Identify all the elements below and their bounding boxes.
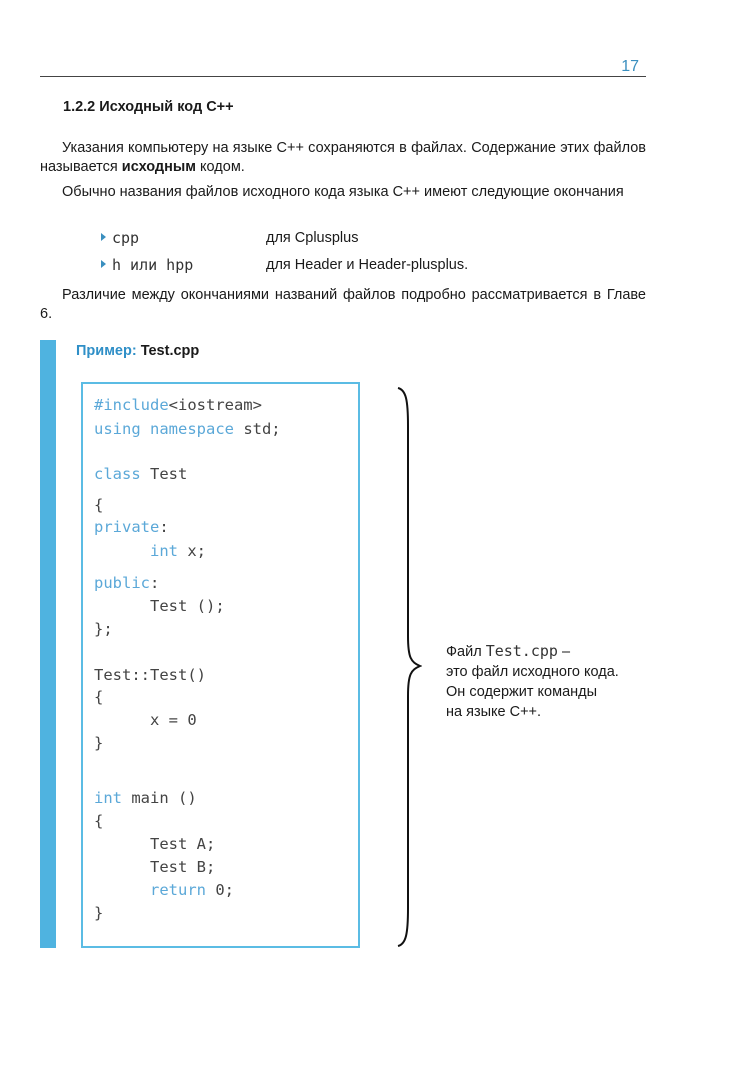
note-line-1: Файл	[446, 644, 486, 660]
code-text: std;	[233, 420, 281, 438]
code-text: Test ();	[94, 597, 225, 615]
code-line	[94, 542, 206, 560]
paragraph-3	[40, 286, 646, 324]
code-text: x;	[178, 542, 206, 560]
code-text: Test A;	[94, 835, 216, 853]
code-line	[94, 858, 215, 876]
code-text: :	[150, 574, 160, 592]
note-dash: –	[557, 644, 571, 660]
bullet-icon	[101, 233, 106, 241]
code-keyword: return	[94, 881, 206, 899]
code-text: 0;	[205, 881, 234, 899]
list-description: для Header и Header-plusplus.	[266, 257, 469, 273]
code-text: {	[94, 812, 104, 830]
code-line	[94, 835, 215, 853]
note-line-3: Он содержит команды	[446, 684, 598, 700]
code-line	[94, 734, 103, 752]
side-accent-bar	[40, 340, 56, 948]
list-description: для Cplusplus	[266, 230, 359, 246]
code-keyword: #include	[94, 396, 169, 414]
code-listing	[81, 382, 360, 948]
paragraph-1	[40, 139, 646, 177]
code-text: x = 0	[94, 711, 197, 729]
code-line	[94, 620, 113, 638]
section-title: 1.2.2 Исходный код С++	[63, 99, 234, 115]
code-line	[94, 789, 197, 807]
code-text: }	[94, 904, 104, 922]
note-filename: Test.cpp	[485, 642, 558, 660]
code-line	[94, 881, 234, 899]
code-line	[94, 465, 187, 483]
note-line-4: на языке С++.	[446, 704, 542, 720]
code-line	[94, 396, 262, 414]
code-line	[94, 666, 206, 684]
paragraph-3-text: Различие между окончаниями названий файлов подробно рассматривается в Главе 6.	[40, 287, 646, 322]
code-keyword: class	[94, 465, 141, 483]
code-line	[94, 812, 103, 830]
curly-brace-icon	[392, 386, 422, 948]
code-line	[94, 711, 197, 729]
list-term: cpp	[112, 229, 140, 247]
example-title	[76, 343, 199, 359]
note-line-2: это файл исходного кода.	[446, 664, 619, 680]
paragraph-1-text: Указания компьютеру на языке С++ сохраняются в файлах. Содержание этих файлов называется	[40, 140, 646, 175]
bullet-icon	[101, 260, 106, 268]
paragraph-1-bold: исходным	[121, 159, 197, 175]
paragraph-2-text: Обычно названия файлов исходного кода языка С++ имеют следующие окончания	[62, 184, 624, 200]
code-line	[94, 904, 103, 922]
paragraph-1-end: кодом.	[196, 159, 245, 175]
code-text: {	[94, 496, 104, 514]
page-number: 17	[621, 58, 639, 75]
code-keyword: using namespace	[94, 420, 234, 438]
code-line	[94, 496, 103, 514]
code-line	[94, 518, 169, 536]
code-keyword: public	[94, 574, 150, 592]
example-file: Test.cpp	[140, 343, 200, 359]
code-text: Test B;	[94, 858, 216, 876]
code-text: {	[94, 688, 104, 706]
code-text: Test::Test()	[94, 666, 206, 684]
code-keyword: int	[94, 789, 122, 807]
side-note	[446, 641, 619, 722]
header-rule	[40, 76, 646, 77]
code-text: }	[94, 734, 104, 752]
code-text: :	[159, 518, 169, 536]
code-text: main ()	[122, 789, 197, 807]
code-keyword: private	[94, 518, 160, 536]
code-line	[94, 688, 103, 706]
code-keyword: int	[94, 542, 178, 560]
code-text: };	[94, 620, 113, 638]
code-line	[94, 597, 225, 615]
code-text: Test	[140, 465, 188, 483]
code-line	[94, 574, 159, 592]
example-label: Пример:	[76, 343, 137, 359]
code-text: <iostream>	[168, 396, 262, 414]
list-term: h или hpp	[112, 256, 194, 274]
paragraph-2	[40, 183, 646, 202]
code-line	[94, 420, 281, 438]
